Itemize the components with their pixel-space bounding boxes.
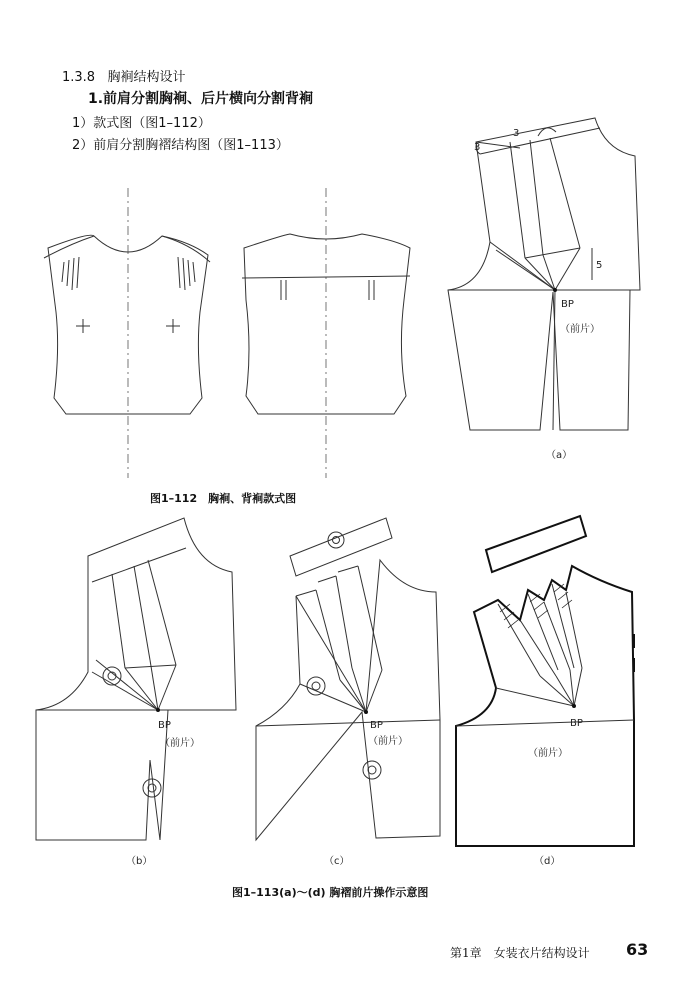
panel-d-yoke-piece (486, 516, 586, 572)
figure-113a (448, 118, 640, 461)
front-shoulder-seam-right (162, 236, 210, 262)
front-pleats-right (178, 257, 195, 290)
section-title: 胸裥结构设计 (107, 70, 186, 85)
panel-d-hatching (500, 584, 572, 628)
panel-d-front-label: （前片） (528, 748, 568, 759)
panel-a-bp-label: BP (561, 299, 574, 310)
section-number: 1.3.8 (62, 70, 96, 85)
page-number: 63 (626, 940, 649, 959)
panel-d-caption: （d） (534, 856, 561, 867)
panel-d-bp-label: BP (570, 718, 583, 729)
panel-a-yoke-line (480, 128, 600, 154)
panel-b-bp-label: BP (158, 720, 171, 731)
panel-b-caption: （b） (126, 856, 153, 867)
panel-c-outline (256, 560, 440, 840)
panel-a-caption: （a） (546, 450, 573, 461)
panel-a-outline (448, 118, 640, 430)
footer-chapter: 第1章 女装衣片结构设计 (450, 946, 590, 960)
panel-c-bp-dot (364, 710, 368, 714)
item-structure-drawing: 2）前肩分割胸褶结构图（图1–113） (72, 138, 289, 153)
panel-a-dim-3: 3 (513, 128, 520, 139)
panel-a-dart-lines (490, 138, 580, 430)
figure-112-back-view (242, 188, 410, 478)
front-pleats-left (62, 257, 79, 290)
panel-b-dart-lines (92, 560, 176, 710)
panel-b-yoke-line (92, 548, 186, 582)
panel-c-front-label: （前片） (368, 736, 408, 747)
panel-c-spread-pieces (256, 566, 440, 726)
panel-d-bp-dot (572, 704, 576, 708)
panel-a-dim-5: 5 (596, 260, 603, 271)
item-style-drawing: 1）款式图（图1–112） (72, 116, 211, 131)
panel-c-caption: （c） (324, 856, 350, 867)
figure-112-front-view (44, 188, 210, 478)
back-pleats (281, 280, 374, 300)
figure-113-caption: 图1–113(a)～(d) 胸褶前片操作示意图 (232, 886, 429, 899)
panel-b-bp-dot (156, 708, 160, 712)
panel-d-outline (456, 566, 634, 846)
figure-113c (256, 518, 440, 867)
panel-b-front-label: （前片） (160, 738, 200, 749)
panel-c-bp-label: BP (370, 720, 383, 731)
panel-d-dart-lines (456, 584, 634, 726)
figure-113d (456, 516, 634, 867)
panel-c-yoke-piece (290, 518, 392, 576)
subheading: 1.前肩分割胸裥、后片横向分割背裥 (88, 91, 314, 107)
back-bodice-outline (244, 234, 410, 414)
figure-113b (36, 518, 236, 867)
figure-112-caption: 图1–112 胸裥、背裥款式图 (150, 492, 297, 505)
panel-a-front-label: （前片） (560, 324, 600, 335)
panel-a-dim-3b: 3 (474, 142, 481, 153)
panel-a-bp-dot (553, 288, 557, 292)
